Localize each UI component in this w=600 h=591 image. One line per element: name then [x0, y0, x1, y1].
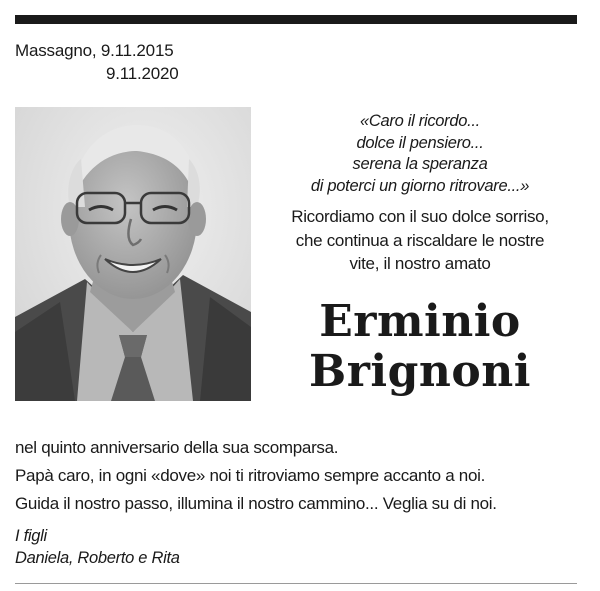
last-name: Brignoni	[309, 346, 531, 397]
intro-line: vite, il nostro amato	[349, 254, 491, 273]
first-name: Erminio	[319, 296, 521, 347]
deceased-name	[262, 297, 578, 397]
intro-text	[262, 205, 578, 276]
body-line: nel quinto anniversario della sua scomparsa.	[15, 438, 339, 457]
quote-line: di poterci un giorno ritrovare...»	[310, 176, 530, 195]
signature-names: Daniela, Roberto e Rita	[15, 549, 180, 567]
portrait-photo	[15, 107, 251, 401]
place-date: Massagno, 9.11.2015	[15, 41, 174, 60]
quote-line: «Caro il ricordo...	[360, 112, 480, 130]
quote-line: dolce il pensiero...	[356, 133, 484, 152]
anniversary-date: 9.11.2020	[106, 64, 179, 83]
anniversary-text	[15, 434, 585, 518]
intro-line: che continua a riscaldare le nostre	[295, 230, 545, 250]
memorial-quote	[262, 111, 578, 197]
portrait-icon	[15, 107, 251, 401]
signature-label: I figli	[15, 527, 47, 545]
date-block	[15, 39, 179, 85]
signature	[15, 525, 180, 569]
bottom-rule	[15, 583, 577, 584]
body-line: Guida il nostro passo, illumina il nostro cammino... Veglia su di noi.	[15, 494, 497, 513]
quote-line: serena la speranza	[352, 155, 488, 173]
body-line: Papà caro, in ogni «dove» noi ti ritroviamo sempre accanto a noi.	[15, 466, 485, 485]
top-rule	[15, 15, 577, 24]
intro-line: Ricordiamo con il suo dolce sorriso,	[291, 207, 549, 226]
